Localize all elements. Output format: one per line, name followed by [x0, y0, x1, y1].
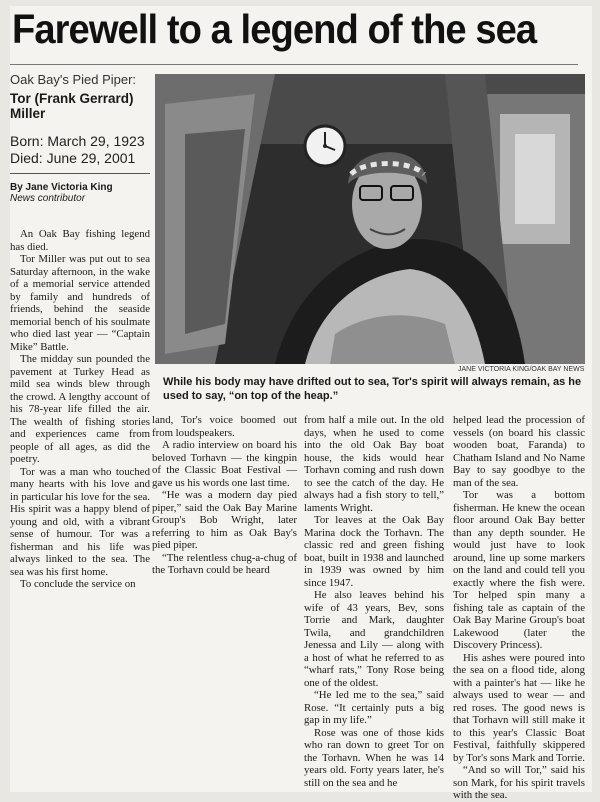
- paragraph: “And so will Tor,” said his son Mark, for his spirit travels with the sea.: [453, 764, 585, 801]
- article-column-3: [304, 414, 444, 789]
- paragraph: An Oak Bay fishing legend has died.: [10, 228, 150, 253]
- paragraph: land, Tor's voice boomed out from loudspeakers.: [152, 414, 297, 439]
- paragraph: His ashes were poured into the sea on a flood tide, along with a painter's hat — like he always used to wear — and red roses. The good news is that Torhavn will still make it to this year's Classic Boat Festival, faithfully skippered by Tor's sons Mark and Torrie.: [453, 651, 585, 764]
- born-date: Born: March 29, 1923: [10, 133, 145, 149]
- paragraph: Tor leaves at the Oak Bay Marina dock the Torhavn. The classic red and green fishing boat, built in 1938 and launched in 1939 was owned by him since 1947.: [304, 514, 444, 589]
- paragraph: He also leaves behind his wife of 43 years, Bev, sons Torrie and Mark, daughter Twila, and grandchildren Jenessa and Lily — along with a host of what he referred to as “wharf rats,” Tony Rose being one of the oldest.: [304, 589, 444, 689]
- article-column-1: [10, 228, 150, 591]
- paragraph: “He led me to the sea,” said Rose. “It certainly puts a big gap in my life.”: [304, 689, 444, 726]
- photo-caption: While his body may have drifted out to sea, Tor's spirit will always remain, as he used to say, “on top of the heap.”: [163, 376, 582, 402]
- paragraph: “He was a modern day pied piper,” said the Oak Bay Marine Group's Bob Wright, later referring to him as Oak Bay's pied piper.: [152, 489, 297, 551]
- byline-role: News contributor: [10, 193, 86, 204]
- byline: By Jane Victoria King: [10, 182, 113, 193]
- paragraph: To conclude the service on: [20, 578, 136, 590]
- paragraph: Tor was a bottom fisherman. He knew the ocean floor around Oak Bay better than any depth sounder. He would just have to look around, line up some markers on the land and could tell you exactly where the fish were. Tor helped spin many a fishing tale as captain of the Oak Bay Marine Group's boat Lakewood (later the Discovery Princess).: [453, 489, 585, 651]
- photo-credit: JANE VICTORIA KING/OAK BAY NEWS: [458, 366, 585, 373]
- photo-fisherman: [155, 74, 585, 364]
- paragraph: Rose was one of those kids who ran down to greet Tor on the Torhavn. When he was 14 years old. Forty years later, he's still on the sea and he: [304, 726, 444, 789]
- paragraph: “The relentless chug-a-chug of the Torhavn could be heard: [152, 551, 297, 576]
- paragraph: A radio interview on board his beloved Torhavn — the kingpin of the Classic Boat Festival — gave us his words one last time.: [152, 439, 297, 489]
- photo-illustration: [155, 74, 585, 364]
- life-dates: [10, 133, 150, 167]
- article-column-2: [152, 414, 297, 577]
- sidebar-info: [10, 72, 150, 210]
- name-line-2: Miller: [10, 106, 46, 121]
- paragraph: Tor Miller was put out to sea Saturday afternoon, in the wake of a memorial service attended by family and hundreds of friends, behind the seaside memorial bench of his soulmate who died last year — “Captain Mike” Battle.: [10, 253, 150, 353]
- kicker: Oak Bay's Pied Piper:: [10, 72, 137, 87]
- byline-rule: [10, 173, 150, 174]
- paragraph: The midday sun pounded the pavement at Turkey Head as mild sea winds blew through the crowd. A lengthy account of his 78-year life filled the air. The wealth of fishing stories and experiences came from people of all ages, as did the poetry.: [10, 353, 150, 465]
- paragraph: Tor was a man who touched many hearts with his love and in particular his love for the sea. His spirit was a happy blend of young and old, with a vibrant sense of humour. Tor was a fisherman and his life was always linked to the sea. The sea was his first home.: [10, 465, 150, 578]
- paragraph: from half a mile out. In the old days, when he used to come into the old Oak Bay boat house, the kids would hear Torhavn coming and rush down to see the catch of the day. He always had a fish story to tell,” laments Wright.: [304, 414, 444, 514]
- headline: Farewell to a legend of the sea: [12, 6, 537, 52]
- paragraph: helped lead the procession of vessels (on board his classic wooden boat, Faranda) to Chatham Island and No Name Bay to say goodbye to the man of the sea.: [453, 414, 585, 489]
- subject-name: [10, 91, 150, 121]
- died-date: Died: June 29, 2001: [10, 150, 136, 166]
- name-line-1: Tor (Frank Gerrard): [10, 91, 134, 106]
- article-column-4: [453, 414, 585, 802]
- headline-rule: [10, 64, 578, 65]
